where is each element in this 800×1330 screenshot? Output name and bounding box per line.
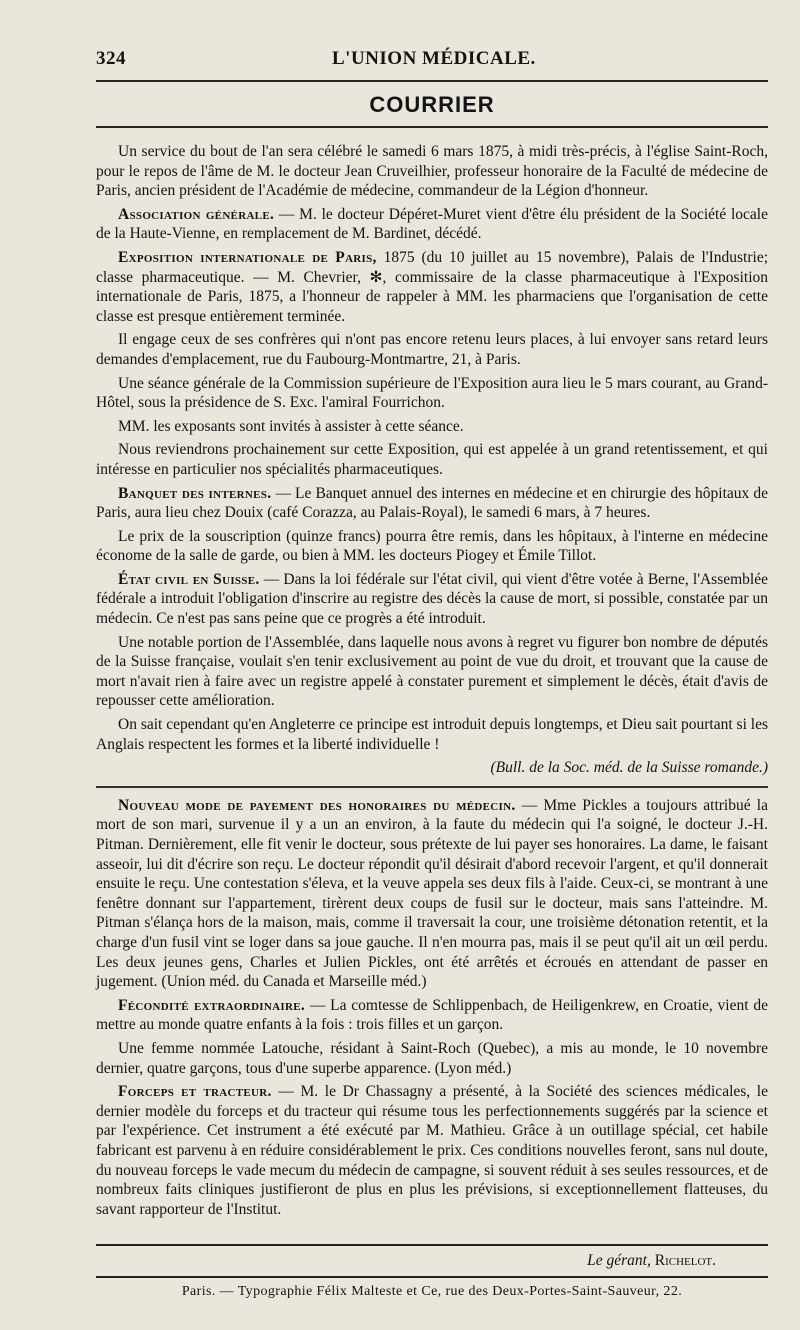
source-citation: (Bull. de la Soc. méd. de la Suisse romande.)	[490, 759, 768, 777]
paragraph	[96, 205, 768, 244]
paragraph	[96, 374, 768, 413]
footer-rule-lower	[96, 1276, 768, 1278]
news-block-2	[96, 796, 768, 1219]
article-body	[96, 142, 768, 1223]
paragraph	[96, 1082, 768, 1219]
paragraph	[96, 417, 768, 437]
paragraph-text: — M. le Dr Chassagny a présenté, à la Société des sciences médicales, le dernier modèle du forceps et du tracteur qui résume tous les perfectionnements suggérés par la science et par l'expérience. Cet instrument a été exécuté par M. Mathieu. Grâce à un outillage spécial, cet habile fabricant est parvenu à en réduire considérablement le prix. Ces conditions nouvelles feront, sans nul doute, du nouveau forceps le vade mecum du médecin de campagne, si souvent réduit à ses seules ressources, et de nombreux faits cliniques justifieront de plus en plus les prévisions, si exceptionnellement flatteuses, du savant rapporteur de l'Institut.	[96, 1083, 768, 1218]
paragraph-text: Il engage ceux de ses confrères qui n'ont pas encore retenu leurs places, à lui envoyer sans retard leurs demandes d'emplacement, rue du Faubourg-Montmartre, 21, à Paris.	[96, 331, 768, 368]
paragraph-text: — M. le docteur Dépéret-Muret vient d'être élu président de la Société locale de la Haute-Vienne, en remplacement de M. Bardinet, décédé.	[96, 205, 768, 243]
paragraph	[96, 527, 768, 566]
paragraph-text: — La comtesse de Schlippenbach, de Heiligenkrew, en Croatie, vient de mettre au monde quatre enfants à la fois : trois filles et un garçon.	[96, 996, 768, 1034]
paragraph	[96, 633, 768, 711]
paragraph-text: On sait cependant qu'en Angleterre ce principe est introduit depuis longtemps, et Dieu sait pourtant si les Anglais respectent les formes et la liberté individuelle !	[96, 716, 768, 753]
paragraph	[96, 330, 768, 369]
paragraph-text: Un service du bout de l'an sera célébré le samedi 6 mars 1875, à midi très-précis, à l'église Saint-Roch, pour le repos de l'âme de M. le docteur Jean Cruveilhier, professeur honoraire de la Faculté de médecine de Paris, ancien président de l'Académie de médecine, commandeur de la Légion d'honneur.	[96, 143, 768, 200]
title-rule	[96, 126, 768, 128]
paragraph	[96, 440, 768, 479]
paragraph-lead: Fécondité extraordinaire.	[118, 996, 306, 1014]
paragraph	[96, 484, 768, 523]
signature-name: Richelot.	[654, 1252, 716, 1269]
paragraph-text: Une femme nommée Latouche, résidant à Saint-Roch (Quebec), a mis au monde, le 10 novembre dernier, quatre garçons, tous d'une superbe apparence. (Lyon méd.)	[96, 1039, 768, 1077]
paragraph-text: Une notable portion de l'Assemblée, dans laquelle nous avons à regret vu figurer bon nombre de députés de la Suisse française, voulait s'en tenir exclusivement au point de vue du droit, et trouvant que la cause de mort n'avait rien à faire avec un registre appelé à constater purement et simplement le décès, était d'avis de repousser cette amélioration.	[96, 633, 768, 710]
paragraph-text: Nous reviendrons prochainement sur cette Exposition, qui est appelée à un grand retentissement, et qui intéresse en particulier nos spécialités pharmaceutiques.	[96, 441, 768, 478]
paragraph-lead: Banquet des internes.	[118, 484, 272, 502]
paragraph-lead: Nouveau mode de payement des honoraires du médecin.	[118, 796, 516, 814]
paragraph-text: 1875 (du 10 juillet au 15 novembre), Palais de l'Industrie; classe pharmaceutique. — M. Chevrier, ✻, commissaire de la classe pharmaceutique à l'Exposition internationale de Paris, 1875, a l'honneur de rappeler à MM. les pharmaciens que l'organisation de cette classe est presque entièrement terminée.	[96, 248, 769, 325]
page-number: 324	[96, 48, 126, 69]
paragraph	[96, 1039, 768, 1078]
paragraph-text: Une séance générale de la Commission supérieure de l'Exposition aura lieu le 5 mars courant, au Grand-Hôtel, sous la présidence de S. Exc. l'amiral Fourrichon.	[96, 374, 768, 412]
paragraph-lead: Association générale.	[118, 205, 275, 223]
journal-title: L'UNION MÉDICALE.	[332, 48, 536, 69]
paragraph-text: — Mme Pickles a toujours attribué la mort de son mari, survenue il y a un an environ, à la faute du médecin qui l'a soigné, le docteur J.-H. Pitman. Dernièrement, elle fit venir le docteur, sous prétexte de lui payer ses honoraires. La dame, le faisant asseoir, lui dit d'écrire son reçu. Le docteur répondit qu'il désirait d'abord recevoir l'argent, et qu'il donnerait ensuite le reçu. Une contestation s'éleva, et la veuve appela ses deux fils à l'aide. Ceux-ci, se montrant à une fenêtre donnant sur l'appartement, tirèrent deux coups de fusil sur le docteur, mais sans l'atteindre. M. Pitman s'élança hors de la maison, mais, comme il traversait la cour, une troisième détonation retentit, et la charge d'un fusil vint se loger dans sa joue gauche. Il n'en mourra pas, mais il se peut qu'il ait un œil perdu. Les deux jeunes gens, Charles et Julien Pickles, ont été arrêtés et écroués en attendant de passer en jugement. (Union méd. du Canada et Marseille méd.)	[96, 796, 768, 991]
paragraph	[96, 996, 768, 1035]
signature	[96, 1252, 716, 1270]
paragraph	[96, 715, 768, 754]
paragraph-text: — Dans la loi fédérale sur l'état civil, qui vient d'être votée à Berne, l'Assemblée fédérale a introduit l'obligation d'inscrire au registre des décès la cause de mort, si possible, constatée par un médecin. Ce n'est pas sans peine que ce progrès a été introduit.	[96, 570, 768, 628]
paragraph-lead: Exposition internationale de Paris,	[118, 248, 377, 266]
signature-label: Le gérant,	[587, 1252, 651, 1269]
section-divider	[96, 786, 768, 788]
paragraph-lead: État civil en Suisse.	[118, 570, 260, 588]
paragraph	[96, 570, 768, 629]
paragraph-text: — Le Banquet annuel des internes en médecine et en chirurgie des hôpitaux de Paris, aura lieu chez Douix (café Corazza, au Palais-Royal), le samedi 6 mars, à 7 heures.	[96, 484, 768, 522]
running-head	[96, 48, 766, 74]
paragraph	[96, 796, 768, 992]
paragraph-text: MM. les exposants sont invités à assister à cette séance.	[118, 417, 464, 435]
news-block-1	[96, 142, 768, 754]
paragraph	[96, 248, 768, 326]
printer-imprint: Paris. — Typographie Félix Malteste et Ce, rue des Deux-Portes-Saint-Sauveur, 22.	[181, 1284, 683, 1299]
paragraph-text: Le prix de la souscription (quinze francs) pourra être remis, dans les hôpitaux, à l'interne en médecine économe de la salle de garde, ou bien à MM. les docteurs Piogey et Émile Tillot.	[96, 527, 768, 565]
header-rule	[96, 80, 768, 82]
footer-rule-upper	[96, 1244, 768, 1246]
paragraph	[96, 142, 768, 201]
section-title: COURRIER	[369, 92, 495, 117]
paragraph-lead: Forceps et tracteur.	[118, 1083, 272, 1101]
